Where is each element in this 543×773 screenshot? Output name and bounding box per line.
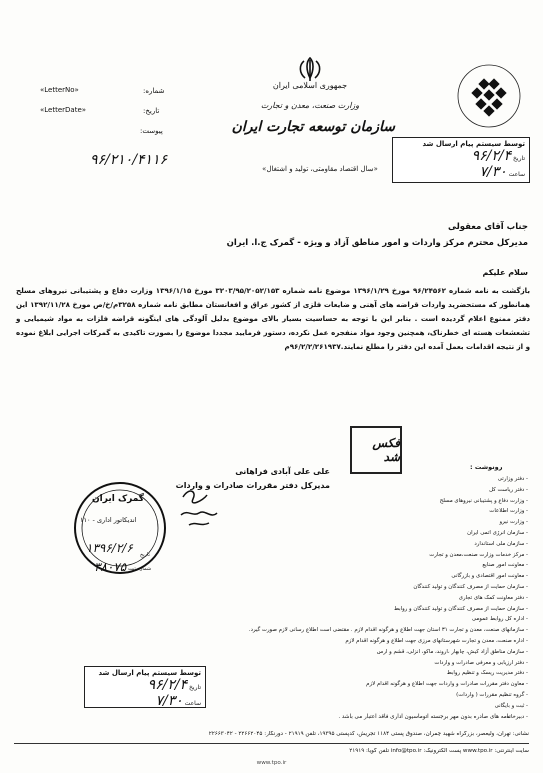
letter-date-placeholder: «LetterDate» [40,106,87,114]
signer-name: علی علی آبادی فراهانی [235,467,330,476]
enclosure-label: پیوست: [140,127,163,135]
customs-stamp-number: ۳۸۰۷۵ [94,560,127,574]
footer-divider [14,743,529,744]
year-slogan: «سال اقتصاد مقاومتی، تولید و اشتغال» [262,165,378,173]
handwritten-letter-number: ۹۶/۲۱۰/۴۱۱۶ [90,152,168,168]
cc-item: - ثبت و بایگانی [494,702,528,709]
cc-item: - سازمان ملی استاندارد [474,540,528,547]
tpo-logo-icon [455,62,523,130]
customs-stamp-number-label: شماره ثبت [128,566,152,572]
footer-website: www.tpo.ir [256,760,287,766]
cc-item: - سازمان انرژی اتمی ایران [467,529,528,536]
recipient-name: جناب آقای معقولی [447,222,528,232]
cc-item: - معاونت امور اقتصادی و بازرگانی [451,573,528,580]
customs-stamp-date-label: تاریخ [140,552,150,558]
cc-item: - دفتر ریاست کل [489,486,528,493]
receipt-stamp-date-label: تاریخ [513,155,525,162]
cc-item: - سازمان حمایت از مصرف کنندگان و تولید کنندگان [413,583,528,590]
footer-contact: سایت اینترنتی: www.tpo.ir پست الکترونیک: info@tpo.ir تلفن گویا: ۲۱۹۱۹ [349,748,529,754]
cc-item: - مرکز خدمات وزارت صنعت،معدن و تجارت [429,551,528,558]
cc-item: - دفتر ارزیابی و معرفی صادرات و واردات [434,659,528,666]
receipt-stamp-bottom-time: ۷/۳۰ [155,693,183,709]
cc-item: - وزارت اطلاعات [489,508,528,515]
cc-item: - دفتر مدیریت ریسک و تنظیم روابط [446,670,528,677]
cc-item: - معاونت امور صنایع [482,562,528,569]
cc-item: - اداره صنعت، معدن و تجارت شهرستانهای مرزی جهت اطلاع و هرگونه اقدام لازم [345,637,528,644]
republic-title: جمهوری اسلامی ایران [272,81,348,90]
organization-title: سازمان توسعه تجارت ایران [231,119,395,135]
customs-stamp-date: ۱۳۹۶/۲/۶ [86,541,133,555]
cc-list [196,474,528,722]
receipt-stamp-bottom-time-label: ساعت [184,700,201,707]
cc-item: - سازمان مناطق آزاد کیش، چابهار ،اروند، ماکو، انزلی، قشم و ارس [376,648,528,655]
cc-item: - اداره کل روابط عمومی [471,616,528,623]
number-label: شماره: [143,87,165,95]
greeting: سلام علیکم [482,268,528,277]
cc-item: - سازمان حمایت از مصرف کنندگان و تولید کنندگان و روابط [394,605,528,612]
ministry-title: وزارت صنعت، معدن و تجارت [260,101,360,110]
cc-item: - سازمانهای صنعت، معدن و تجارت ۳۱ استان جهت اطلاع و هرگونه اقدام لازم . مقتضی است اطلاع رسانی لازم صورت گیرد. [248,627,528,634]
receipt-stamp-bottom-date: ۹۶/۲/۴ [147,677,188,693]
receipt-stamp-bottom-title: توسط سیستم پیام ارسال شد [98,669,201,677]
cc-item: - وزارت دفاع و پشتیبانی نیروهای مسلح [439,497,528,504]
cc-item: - دفتر وزارتی [497,476,528,482]
recipient-block [18,219,528,251]
footer-address: نشانی: تهران، ولیعصر، بزرگراه شهید چمران، صندوق پستی ۱۱۸۴ تجریش، کدپستی ۱۹۳۹۵، تلفن ۲۱۹۱۹ - دورنگار: ۲۲۶۶۲۰۴۵ - ۲۲۶۶۳۰۴۲ [208,731,529,737]
cc-item: - وزارت نیرو [499,519,528,526]
recipient-title: مدیرکل محترم مرکز واردات و امور مناطق آزاد و ویژه - گمرک ج.ا. ایران [226,238,528,248]
letter-body: بازگشت به نامه شماره ۹۶/۲۴۵۶۲ مورخ ۱۳۹۶/۱/۲۹ موضوع نامه شماره ۳۲۰۳/۹۵/۲۰۵۲/۱۵۳ مورخ ۱۳۹۶/۱/۱۵ وزارت دفاع و پشتیبانی نیروهای مسلح همانطور که مستحضرید واردات قراضه های آهنی و ضایعات فلزی از کشور عراق و افغانستان مطابق نامه شماره ۳۲۵۸م/خ/ص مورخ ۱۳۹۲/۱۱/۲۸ این دفتر ممنوع اعلام گردیده است . بنابر این با توجه به حساسیت بسیار بالای موضوع بدلیل آلودگی های اینگونه قراضه فلزات به مواد شیمیایی و تشعشعات هسته ای خطرناک، همچنین وجود مواد منفجره عمل نکرده، دستور فرمایید مجددا موضوع را بصورت تاکیدی به گمرکات اجرایی ابلاغ نموده و از نتیجه اقدامات بعمل آمده این دفتر را مطلع نمایند.۹۶/۲/۲/۲۶۱۹۳۷م [16,286,531,351]
receipt-stamp-bottom-date-label: تاریخ [189,684,201,691]
cc-item: - دبیرخانه [506,713,528,720]
iran-emblem-icon [293,56,327,82]
cc-title: رونوشت : [470,463,503,471]
date-label: تاریخ: [143,107,160,115]
footer-note: نامه های صادره بدون مهر برجسته اتوماسیون اداری فاقد اعتبار می باشد . [338,714,510,720]
receipt-stamp-top [392,137,530,183]
receipt-stamp-date: ۹۶/۲/۴ [471,148,512,164]
receipt-stamp-title: توسط سیستم پیام ارسال شد [422,140,525,148]
cc-item: - گروه تنظیم مقررات ( واردات) [456,691,528,698]
cc-item: - دفتر معاونت کمک های تجاری [458,594,528,601]
signer-title: مدیرکل دفتر مقررات صادرات و واردات [175,481,330,490]
receipt-stamp-time: ۷/۳۰ [479,164,507,180]
customs-stamp-dept: اندیکاتور اداری - ۱۱۰ [80,516,137,524]
receipt-stamp-bottom [84,666,206,708]
fax-sent-stamp: فکس شد [350,426,402,474]
receipt-stamp-time-label: ساعت [508,171,525,178]
letter-no-placeholder: «LetterNo» [40,86,79,94]
cc-item: - معاون دفتر مقررات صادرات و واردات جهت اطلاع و هرگونه اقدام لازم [366,681,528,688]
customs-stamp-name: گمرک ایران [92,494,145,504]
